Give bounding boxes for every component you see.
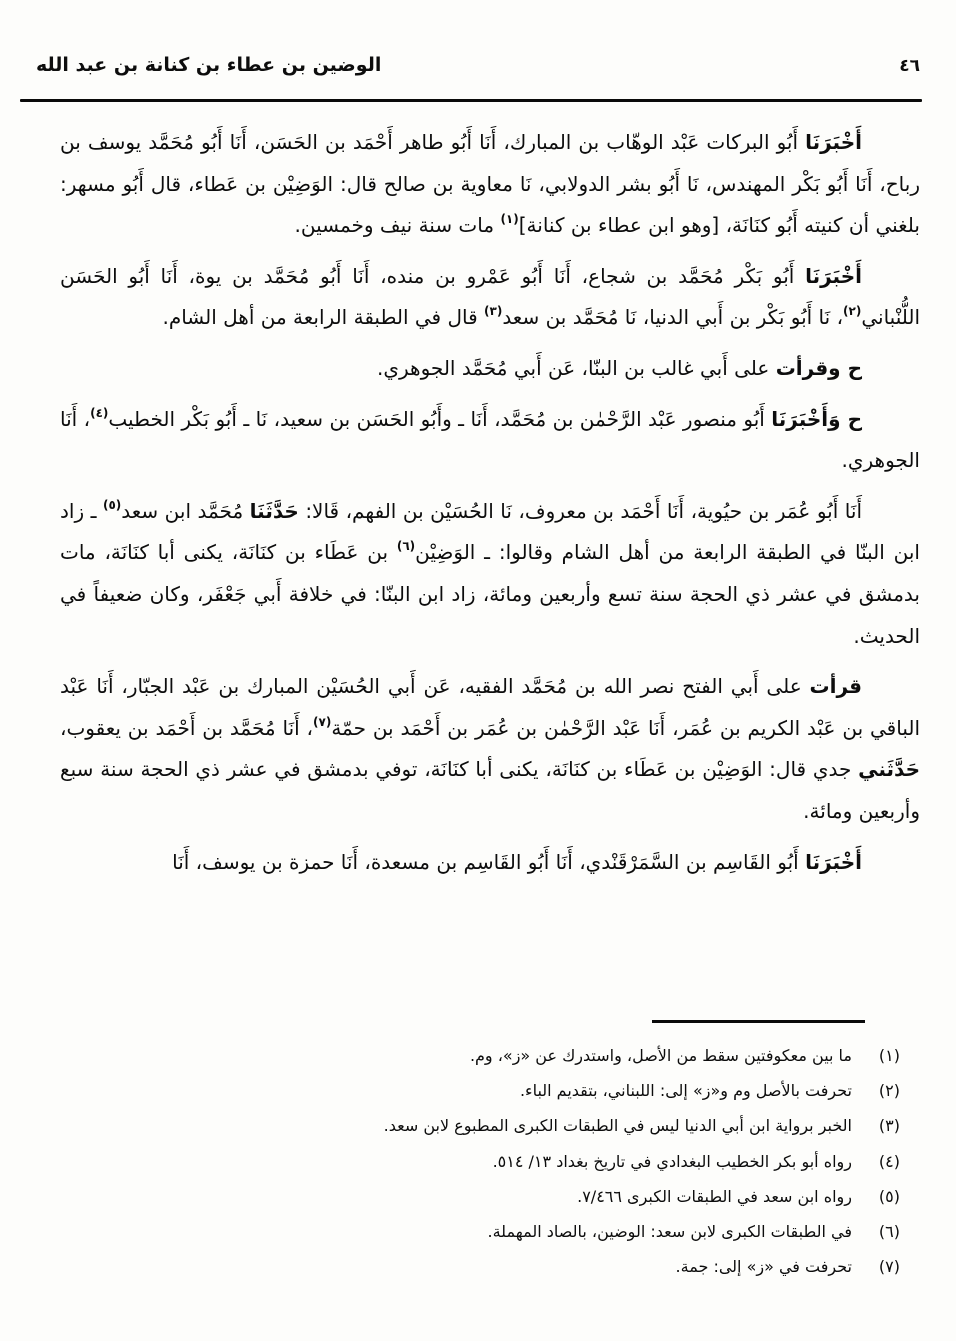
paragraph-3	[60, 348, 920, 390]
text-segment: على أَبي الفتح نصر الله بن مُحَمَّد الفقيه، عَن أَبي الحُسَيْن المبارك بن عَبْد الجبّار، أَنَا عَبْد الباقي بن عَبْد الكريم بن عُمَر، أَنَا عَبْد الرَّحْمٰن بن عُمَر بن أَحْمَد بن حمّة	[60, 674, 920, 740]
paragraph-6	[60, 666, 920, 832]
paragraph-2	[60, 256, 920, 339]
footnote-2	[64, 1073, 900, 1108]
text-segment: أَبُو بَكْر مُحَمَّد بن شجاع، أَنَا أَبُو عَمْرو بن منده، أَنَا أَبُو مُحَمَّد بن يوة، أَنَا أَبُو الحَسَن اللُّنْباني	[60, 263, 920, 330]
footnote-text: تحرفت بالأصل وم و«ز» إلى: اللبناني، بتقديم الباء.	[519, 1081, 852, 1101]
footnote-6	[64, 1214, 900, 1249]
footnote-3	[64, 1108, 900, 1143]
body-text	[60, 122, 920, 1006]
text-segment: أَخْبَرَنَا	[805, 849, 862, 874]
page-header	[36, 54, 920, 76]
footnote-4	[64, 1144, 900, 1179]
text-segment: حَدَّثَنَا	[249, 498, 299, 523]
text-segment: حَدَّثَني	[858, 757, 920, 782]
text-segment: أَخْبَرَنَا	[805, 263, 862, 288]
text-segment: ـ زاد ابن البنّا في الطبقة الرابعة من أهل الشام وقالوا: ـ الوَضِيْن	[60, 498, 920, 565]
footnote-text: رواه أبو بكر الخطيب البغدادي في تاريخ بغداد ١٣/ ٥١٤.	[492, 1151, 852, 1171]
footnote-number: (٢)	[878, 1081, 900, 1101]
footnotes-block	[64, 1038, 900, 1284]
footnote-text: ما بين معكوفتين سقط من الأصل، واستدرك عن «ز»، وم.	[469, 1046, 852, 1065]
footnote-marker: (٦)	[396, 539, 416, 554]
text-segment: أَبُو منصور عَبْد الرَّحْمٰن بن مُحَمَّد، أَنَا ـ وأَبُو الحَسَن بن سعيد، نَا ـ أَبُو بَكْر الخطيب	[108, 406, 772, 431]
text-segment: ح وَأَخْبَرَنَا	[771, 406, 863, 431]
footnote-5	[64, 1179, 900, 1214]
running-header-title: الوضين بن عطاء بن كنانة بن عبد الله	[36, 54, 382, 76]
footnote-number: (٤)	[878, 1151, 900, 1171]
footnote-separator	[652, 1020, 865, 1023]
footnote-marker: (٤)	[90, 405, 109, 420]
paragraph-1	[60, 122, 920, 247]
text-segment: ، نَا أَبُو بَكْر بن أَبي الدنيا، نَا مُحَمَّد بن سعد	[502, 305, 844, 330]
text-segment: أَبُو القَاسِم بن السَّمَرْقَنْدي، أَنَا أَبُو القَاسِم بن مسعدة، أَنَا حمزة بن يوسف، أَنَا	[172, 849, 806, 874]
text-segment: أَبُو البركات عَبْد الوهّاب بن المبارك، أَنَا أَبُو طاهر أَحْمَد بن الحَسَن، أَنَا أَبُو مُحَمَّد يوسف بن رباح، أَنَا أَبُو بَكْر المهندس، نَا أَبُو بشر الدولابي، نَا معاوية بن صالح قال: الوَضِيْن بن عَطاء، قال أَبُو مسهر: بلغني أن كنيته أَبُو كنَانَة، [وهو ابن عطاء بن كنانة]	[60, 130, 920, 238]
text-segment: ح وقرأت	[775, 355, 862, 380]
text-segment: أَخْبَرَنَا	[805, 130, 862, 154]
text-segment: بن عَطَاء بن كنَانَة، يكنى أبا كنَانَة، مات بدمشق في عشر ذي الحجة سنة تسع وأربعين ومائة، زاد ابن البنّا: في خلافة أَبي جَعْفَر، وكان ضعيفاً في الحديث.	[60, 540, 920, 648]
text-segment: ، أَنَا مُحَمَّد بن أَحْمَد بن يعقوب،	[60, 715, 314, 740]
footnote-number: (٦)	[878, 1221, 900, 1241]
paragraph-5	[60, 491, 920, 657]
text-segment: قرأت	[809, 674, 862, 699]
text-segment: أَنَا أَبُو عُمَر بن حيُوية، أَنَا أَحْمَد بن معروف، نَا الحُسَيْن بن الفهم، قَالا:	[298, 498, 863, 523]
text-segment: مُحَمَّد ابن سعد	[121, 498, 250, 523]
text-segment: على أَبي غالب بن البنّا، عَن أَبي مُحَمَّد الجوهري.	[376, 355, 776, 380]
text-segment: قال في الطبقة الرابعة من أهل الشام.	[162, 305, 485, 330]
footnote-text: رواه ابن سعد في الطبقات الكبرى ٧/٤٦٦.	[577, 1186, 852, 1206]
footnote-marker: (٧)	[313, 714, 332, 729]
text-segment: جدي قال: الوَضِيْن بن عَطَاء بن كنَانَة، يكنى أبا كنَانَة، توفي بدمشق في عشر ذي الحجة سنة سبع وأربعين ومائة.	[60, 757, 920, 823]
paragraph-7	[60, 842, 920, 884]
footnote-number: (٧)	[878, 1257, 900, 1277]
footnote-7	[64, 1249, 900, 1284]
footnote-marker: (٣)	[484, 304, 503, 319]
footnote-number: (٣)	[878, 1116, 900, 1136]
footnote-text: تحرفت في «ز» إلى: جمة.	[675, 1257, 852, 1277]
footnote-number: (١)	[878, 1046, 900, 1065]
footnote-marker: (٥)	[102, 497, 122, 512]
header-rule	[20, 99, 922, 102]
text-segment: ، أَنَا الجوهري.	[60, 406, 920, 473]
footnote-marker: (٢)	[843, 304, 862, 319]
footnote-marker: (١)	[500, 212, 519, 227]
footnote-number: (٥)	[878, 1186, 900, 1206]
footnote-1	[64, 1038, 900, 1073]
paragraph-4	[60, 399, 920, 482]
footnote-text: في الطبقات الكبرى لابن سعد: الوضين، بالصاد المهملة.	[487, 1221, 852, 1241]
text-segment: مات سنة نيف وخمسين.	[294, 213, 501, 238]
footnote-text: الخبر برواية ابن أبي الدنيا ليس في الطبقات الكبرى المطبوع لابن سعد.	[383, 1116, 852, 1136]
page-number: ٤٦	[899, 56, 920, 76]
